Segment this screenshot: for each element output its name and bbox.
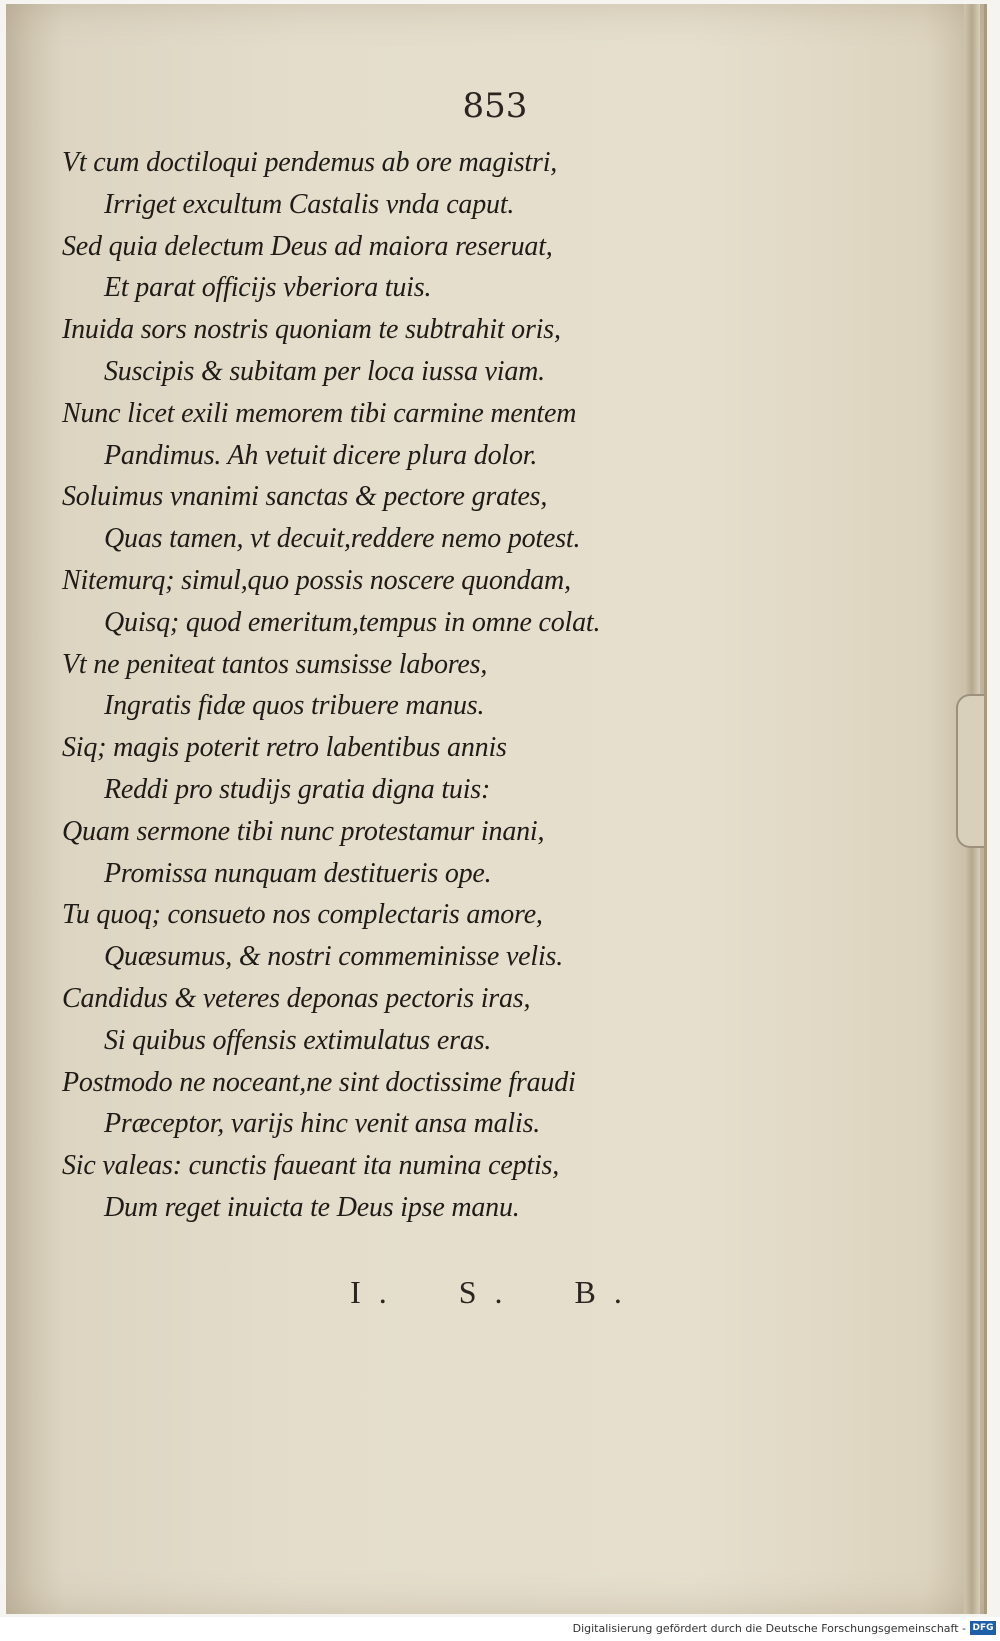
poem-line: Si quibus offensis extimulatus eras. xyxy=(104,1024,492,1056)
poem-line: Suscipis & subitam per loca iussa viam. xyxy=(104,355,545,387)
poem-line: Dum reget inuicta te Deus ipse manu. xyxy=(104,1191,520,1223)
initials xyxy=(6,1274,984,1311)
poem-line: Vt cum doctiloqui pendemus ab ore magistri, xyxy=(62,147,558,178)
poem xyxy=(62,142,762,1229)
poem-line: Et parat officijs vberiora tuis. xyxy=(104,272,432,304)
poem-line: Tu quoq; consueto nos complectaris amore, xyxy=(62,899,543,931)
poem-line: Vt ne peniteat tantos sumsisse labores, xyxy=(62,648,488,680)
initial-2: S. xyxy=(458,1274,521,1310)
initial-3: B. xyxy=(574,1274,640,1310)
poem-line: Ingratis fidæ quos tribuere manus. xyxy=(104,690,485,722)
poem-line: Præceptor, varijs hinc venit ansa malis. xyxy=(104,1108,541,1140)
poem-line: Postmodo ne noceant,ne sint doctissime fraudi xyxy=(62,1066,576,1098)
poem-line: Quam sermone tibi nunc protestamur inani, xyxy=(62,815,545,847)
poem-line: Sic valeas: cunctis faueant ita numina ceptis, xyxy=(62,1150,560,1182)
page-tab xyxy=(956,694,984,848)
funding-credit: Digitalisierung gefördert durch die Deutsche Forschungsgemeinschaft - xyxy=(572,1622,966,1635)
poem-line: Quæsumus, & nostri commeminisse velis. xyxy=(104,941,564,973)
poem-line: Quas tamen, vt decuit,reddere nemo potest. xyxy=(104,523,581,555)
poem-line: Quisq; quod emeritum,tempus in omne colat. xyxy=(104,606,601,638)
poem-line: Reddi pro studijs gratia digna tuis: xyxy=(104,773,491,805)
poem-line: Inuida sors nostris quoniam te subtrahit oris, xyxy=(62,314,561,346)
poem-line: Pandimus. Ah vetuit dicere plura dolor. xyxy=(104,439,538,471)
initial-1: I. xyxy=(350,1274,405,1310)
poem-line: Siq; magis poterit retro labentibus annis xyxy=(62,732,507,764)
poem-line: Candidus & veteres deponas pectoris iras, xyxy=(62,982,531,1014)
poem-line: Soluimus vnanimi sanctas & pectore grates, xyxy=(62,481,548,513)
poem-line: Promissa nunquam destitueris ope. xyxy=(104,857,492,889)
poem-line: Sed quia delectum Deus ad maiora reseruat, xyxy=(62,230,553,262)
poem-line: Irriget excultum Castalis vnda caput. xyxy=(104,188,515,220)
dfg-logo-icon: DFG xyxy=(970,1621,996,1635)
page-number: 853 xyxy=(462,86,528,126)
poem-line: Nunc licet exili memorem tibi carmine mentem xyxy=(62,397,577,429)
book-page xyxy=(6,4,987,1614)
poem-line: Nitemurq; simul,quo possis noscere quondam, xyxy=(62,564,571,596)
footer-bar xyxy=(0,1617,1000,1641)
